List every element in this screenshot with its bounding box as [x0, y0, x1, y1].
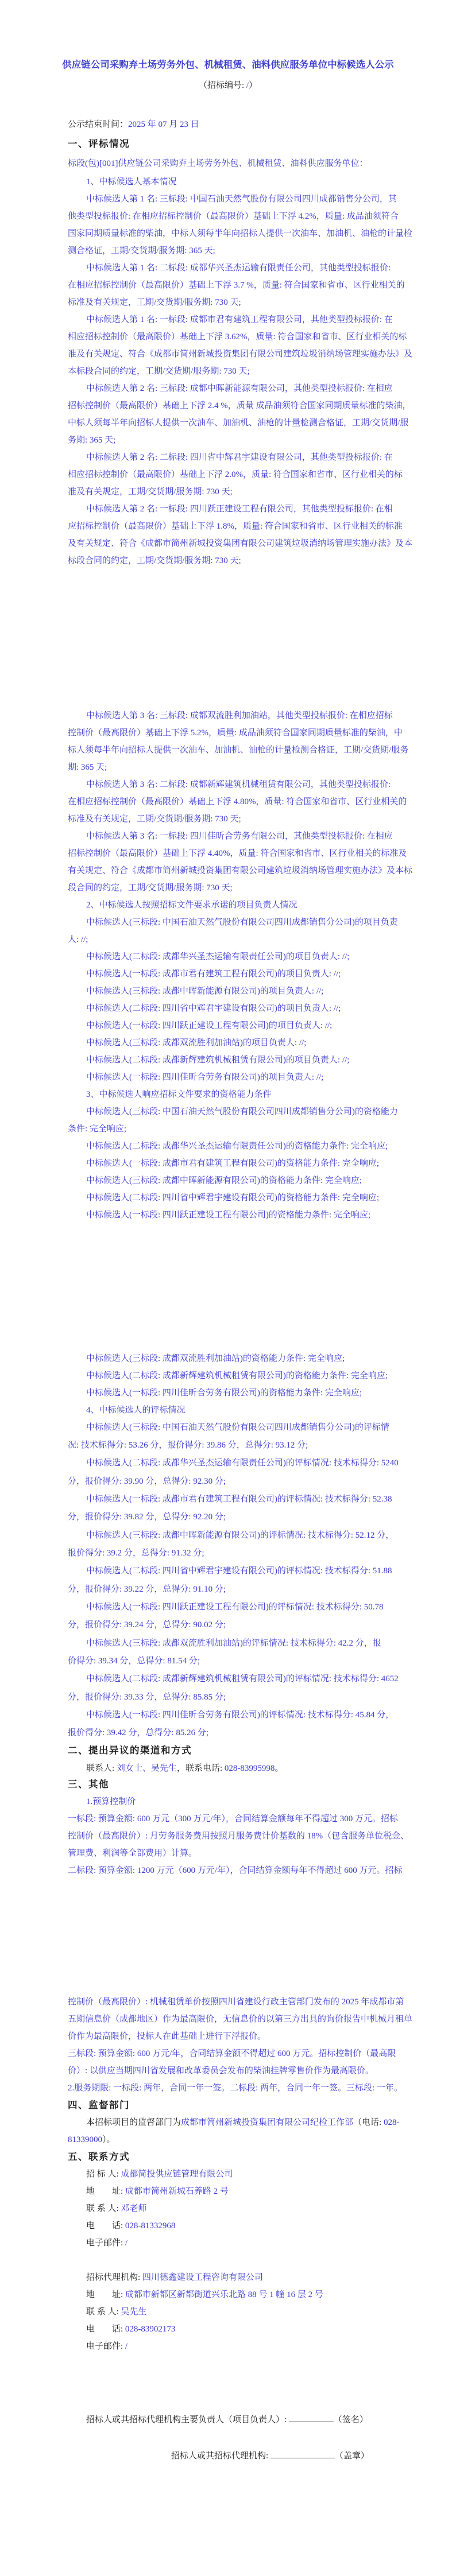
doc-line [68, 210, 399, 223]
doc-line [86, 1421, 389, 1434]
doc-line [86, 193, 397, 205]
text-seg: 价得分: 39.34 分，总得分: 81.54 分; [68, 1656, 200, 1666]
text-seg: 三、其他 [68, 1779, 109, 1790]
text-seg: 1.预算控制价 [86, 1797, 136, 1806]
text-seg: 1、中标候选人基本情况 [86, 177, 177, 187]
doc-line [68, 331, 407, 343]
text-seg: 准及有关规定，工期/交货期/服务期: 730 天; [68, 487, 233, 496]
doc-line [86, 1565, 392, 1577]
doc-line [86, 1105, 398, 1118]
text-seg: 地 址: [86, 2187, 125, 2196]
text-seg: 招 标 人: [86, 2170, 121, 2179]
text-seg: 2025 年 07 月 23 日 [128, 120, 199, 129]
text-seg: 中标候选人(二标段: 成都华兴圣杰运输有限责任公司)的项目负责人: //; [86, 952, 350, 961]
text-seg: 段合同的约定，工期/交货期/服务期: 730 天; [68, 883, 233, 893]
text-seg: 中标候选人(一标段: 四川佳昕合劳务有限公司)的资格能力条件: 完全响应; [86, 1388, 362, 1398]
doc-line [68, 882, 233, 894]
doc-line [86, 1387, 362, 1399]
text-seg: 分，报价得分: 39.22 分，总得分: 91.10 分; [68, 1585, 226, 1594]
text-seg: 条件: 完全响应; [68, 1124, 127, 1134]
text-seg: 二、提出异议的渠道和方式 [68, 1745, 192, 1756]
tenderer-contact-line [86, 2202, 146, 2215]
section-1-heading [68, 138, 130, 150]
text-seg: 电 话: [86, 2325, 125, 2334]
text-seg: （电话: [353, 2118, 384, 2127]
doc-line [68, 933, 88, 946]
text-seg: 中标候选人(三标段: 成都双流胜利加油站)的项目负责人: //; [86, 1038, 307, 1048]
text-seg: 成都市简州新城投资集团有限公司纪检工作部 [181, 2118, 354, 2127]
text-seg: （招标编号: [198, 81, 246, 90]
tender-number-line [0, 79, 456, 92]
tenderer-address-line [86, 2185, 229, 2198]
text-seg: 中标候选人(二标段: 四川省中辉君宇建设有限公司)的资格能力条件: 完全响应; [86, 1193, 379, 1202]
agency-contact-line [86, 2306, 146, 2318]
text-seg: 成都简投供应链管理有限公司 [121, 2170, 233, 2179]
doc-line [86, 1709, 394, 1721]
text-seg: 标段合同的约定，工期/交货期/服务期: 730 天; [68, 556, 241, 565]
doc-line [86, 451, 393, 464]
budget-control-heading [86, 1795, 136, 1808]
supervision-line-2 [68, 2133, 115, 2146]
text-seg: ）。 [102, 2135, 115, 2144]
tenderer-email-line [86, 2237, 127, 2249]
doc-line [86, 709, 393, 722]
signature-line [86, 2414, 368, 2426]
text-seg: 电子邮件: [86, 2239, 125, 2248]
doc-line [68, 245, 215, 257]
doc-line [68, 1619, 226, 1631]
text-seg: 地 址: [86, 2290, 125, 2299]
text-seg: 成都市新都区新都街道兴乐北路 88 号 1 幢 16 层 2 号 [125, 2290, 323, 2299]
text-seg: 相应招标控制价（最高限价）基础上下浮 3.62%，质量: 符合国家和省市、区行业相关的标 [68, 332, 407, 342]
text-seg: 管理费、利润等全部费用）计算。 [68, 1849, 198, 1858]
doc-line [86, 778, 391, 791]
doc-line [68, 537, 412, 550]
doc-line [86, 830, 393, 843]
text-seg: （盖章） [334, 2451, 369, 2461]
text-seg: / [125, 2342, 128, 2351]
text-seg: 国家同期质量标准的柴油，中标人须每半年向招标人提供一次油车、加油机、油枪的计量检 [68, 229, 413, 238]
text-seg: 分，报价得分: 39.33 分，总得分: 85.85 分; [68, 1693, 226, 1702]
document-title [0, 59, 456, 71]
text-seg: 供应链公司采购弃土场劳务外包、机械租赁、油料供应服务单位中标候选人公示 [62, 59, 394, 70]
text-seg: 中标候选人(三标段: 成都中晖新能源有限公司)的项目负责人: //; [86, 987, 324, 996]
doc-line [86, 968, 341, 980]
tenderer-phone-line [86, 2220, 175, 2232]
text-seg: （签名） [333, 2415, 368, 2424]
text-seg: 报价得分: 39.2 分，总得分: 91.32 分; [68, 1549, 204, 1558]
text-seg: 二标段: 预算金额: 1200 万元（600 万元/年），合同结算金额每年不得超过 600 万元。招标 [68, 1866, 403, 1875]
doc-line [68, 1547, 204, 1559]
doc-line [68, 2047, 396, 2060]
subsection-2-heading [86, 899, 297, 911]
text-seg: 中标候选人(三标段: 中国石油天然气股份有限公司四川成都销售分公司)的评标情 [86, 1423, 389, 1432]
text-seg: 三标段: 预算金额: 600 万元/年，合同结算金额不得超过 600 万元。招标控制价（最高限 [68, 2049, 396, 2058]
text-seg: 3、中标候选人响应招标文件要求的资格能力条件 [86, 1090, 272, 1099]
doc-line [68, 1655, 200, 1667]
text-seg: 中标候选人第 2 名: 二标段: 四川省中辉君宇建设有限公司，其他类型投标报价: 在 [86, 453, 393, 462]
text-seg: 招标人或其招标代理机构: [171, 2451, 270, 2461]
objection-contact-line [86, 1762, 283, 1775]
text-seg: 控制价（最高限价）基础上下浮 5.2%，质量: 成品油须符合国家同期质量标准的柴油，中 [68, 728, 403, 738]
text-seg: 相应招标控制价（最高限价）基础上下浮 2.0%，质量: 符合国家和省市、区行业相关的标 [68, 470, 403, 479]
text-seg: 务期: 365 天; [68, 436, 116, 445]
text-seg: 四川德鑫建设工程咨询有限公司 [142, 2273, 263, 2282]
text-seg: 及有关规定、符合《成都市简州新城投资集团有限公司建筑垃圾消纳场管理实施办法》及本 [68, 539, 413, 548]
text-seg: 中标候选人(三标段: 中国石油天然气股份有限公司四川成都销售分公司)的项目负责 [86, 918, 398, 927]
doc-line [86, 916, 398, 929]
text-seg: 中标候选人(二标段: 成都华兴圣杰运输有限责任公司)的资格能力条件: 完全响应; [86, 1142, 388, 1151]
doc-line [68, 1583, 226, 1596]
publicity-end-time [68, 118, 199, 131]
text-seg: 期: 365 天; [68, 763, 107, 772]
text-seg: 本标段合同的约定，工期/交货期/服务期: 730 天; [68, 367, 250, 376]
doc-line [86, 1370, 388, 1382]
text-seg: 报价得分: 39.42 分，总得分: 85.26 分; [68, 1728, 209, 1737]
doc-line [86, 313, 393, 326]
text-seg: 人: //; [68, 935, 88, 944]
doc-line [68, 2030, 266, 2043]
text-seg: 他类型投标报价: 在相应招标控制价（最高限价）基础上下浮 4.2%，质量: 成品油须符合 [68, 212, 399, 221]
text-seg: 中标候选人(二标段: 四川省中辉君宇建设有限公司)的评标情况: 技术标得分: 51.88 [86, 1566, 392, 1576]
text-seg: 电 话: [86, 2221, 125, 2230]
text-seg: 中标候选人(二标段: 成都华兴圣杰运输有限责任公司)的评标情况: 技术标得分: 5240 [86, 1458, 399, 1468]
agency-address-line [86, 2288, 323, 2301]
doc-line [68, 727, 403, 739]
service-period-line [68, 2082, 403, 2094]
text-seg: 中标候选人第 3 名: 一标段: 四川佳昕合劳务有限公司，其他类型投标报价: 在相应 [86, 832, 393, 841]
text-seg: 4、中标候选人的评标情况 [86, 1406, 186, 1415]
doc-line [86, 1071, 323, 1084]
section-5-heading [68, 2151, 130, 2163]
doc-line [86, 1637, 381, 1650]
doc-line [68, 434, 115, 447]
text-seg: 中标候选人第 1 名: 二标段: 成都华兴圣杰运输有限责任公司，其他类型投标报价: [86, 263, 391, 273]
text-seg: 028- [383, 2118, 400, 2127]
doc-line [68, 1691, 226, 1704]
section-4-heading [68, 2099, 130, 2112]
text-seg: 控制价（最高限价）: 月劳务服务费用按照月服务费计价基数的 18%（包含服务单位税金、 [68, 1832, 409, 1841]
text-seg: / [246, 81, 249, 90]
agency-email-line [86, 2340, 127, 2353]
text-seg: 招标人或其招标代理机构主要负责人（项目负责人）: [86, 2415, 289, 2424]
doc-line [86, 1529, 394, 1542]
text-seg: 81339000 [68, 2135, 102, 2144]
doc-line [68, 1475, 226, 1488]
text-seg: 中标候选人(三标段: 成都双流胜利加油站)的资格能力条件: 完全响应; [86, 1354, 345, 1363]
text-seg: 标人须每半年向招标人提供一次油车、加油机、油枪的计量检测合格证，工期/交货期/服务 [68, 746, 409, 755]
text-seg: 招标控制价（最高限价）基础上下浮 2.4 %，质量 成品油须符合国家同期质量标准的柴油， [68, 401, 411, 410]
text-seg: 中标候选人(三标段: 成都中晖新能源有限公司)的资格能力条件: 完全响应; [86, 1176, 362, 1185]
text-seg: 2.服务期限: 一标段: 两年，合同一年一签。二标段: 两年，合同一年一签。三标段: 一年。 [68, 2084, 403, 2093]
text-seg: ） [249, 81, 258, 90]
doc-line [86, 1002, 341, 1015]
doc-line [86, 1192, 379, 1204]
supervision-line-1 [86, 2116, 399, 2129]
text-seg: 中标候选人(三标段: 成都双流胜利加油站)的评标情况: 技术标得分: 42.2 分，报 [86, 1639, 381, 1648]
doc-line [86, 1140, 388, 1153]
doc-line [68, 1123, 126, 1135]
text-seg: 中标候选人(一标段: 四川佳昕合劳务有限公司)的项目负责人: //; [86, 1073, 324, 1082]
subsection-3-heading [86, 1088, 272, 1101]
text-seg: 中标候选人(一标段: 成都市君有建筑工程有限公司)的资格能力条件: 完全响应; [86, 1159, 379, 1168]
blank-fill-underline [289, 2414, 334, 2422]
text-seg: 中标候选人(一标段: 四川跃正建设工程有限公司)的资格能力条件: 完全响应; [86, 1211, 370, 1220]
doc-line [86, 951, 349, 963]
text-seg: 中标候选人第 3 名: 三标段: 成都双流胜利加油站，其他类型投标报价: 在相应招标 [86, 711, 393, 720]
text-seg: 一标段: 预算金额: 600 万元（300 万元/年），合同结算金额每年不得超过 300 万元。招标 [68, 1814, 399, 1824]
doc-line [68, 554, 241, 567]
doc-line [68, 761, 107, 774]
text-seg: 中标候选人(一标段: 成都市君有建筑工程有限公司)的评标情况: 技术标得分: 52.38 [86, 1495, 392, 1504]
text-seg: 招标控制价（最高限价）基础上下浮 4.40%，质量: 符合国家和省市、区行业相关的标准及 [68, 849, 407, 858]
text-seg: 在相应招标控制价（最高限价）基础上下浮 3.7 %，质量: 符合国家和省市、区行业相关的 [68, 281, 405, 290]
text-seg: 标段(包)[001]供应链公司采购弃土场劳务外包、机械租赁、油料供应服务单位： [68, 159, 368, 168]
text-seg: 联 系 人: [86, 2307, 121, 2317]
text-seg: 一、评标情况 [68, 139, 130, 149]
text-seg: 028-83995998 [224, 1764, 275, 1773]
subsection-1-heading [86, 176, 177, 188]
doc-line [68, 365, 250, 378]
doc-line [86, 503, 393, 515]
text-seg: 中标人须每半年向招标人提供一次油车、加油机、油枪的计量检测合格证，工期/交货期/服 [68, 418, 409, 428]
doc-line [86, 1019, 332, 1032]
text-seg: ，联系电话: [176, 1764, 225, 1773]
doc-line [86, 1037, 306, 1049]
doc-line [68, 1439, 308, 1452]
text-seg: 有关规定、符合《成都市简州新城投资集团有限公司建筑垃圾消纳场管理实施办法》及本标 [68, 866, 413, 875]
text-seg: 况: 技术标得分: 53.26 分，报价得分: 39.86 分，总得分: 93.12 分; [68, 1441, 308, 1450]
doc-line [68, 279, 405, 292]
text-seg: 中标候选人(一标段: 成都市君有建筑工程有限公司)的项目负责人: //; [86, 969, 341, 979]
subsection-4-heading [86, 1404, 186, 1417]
doc-line [86, 1457, 399, 1469]
text-seg: 中标候选人(二标段: 成都新辉建筑机械租赁有限公司)的资格能力条件: 完全响应; [86, 1371, 388, 1380]
text-seg: 吴先生 [121, 2307, 147, 2317]
text-seg: / [125, 2239, 128, 2248]
doc-line [68, 1511, 226, 1523]
doc-line [68, 296, 241, 309]
text-seg: 本招标项目的监督部门为 [86, 2118, 181, 2127]
doc-line [68, 1813, 398, 1825]
text-seg: 成都市简州新城石养路 2 号 [125, 2187, 229, 2196]
text-seg: 028-83902173 [125, 2325, 176, 2334]
text-seg: 中标候选人第 1 名: 一标段: 成都市君有建筑工程有限公司，其他类型投标报价: 在 [86, 315, 393, 324]
doc-line [68, 399, 411, 412]
doc-line [68, 468, 403, 481]
text-seg: 中标候选人(一标段: 四川佳昕合劳务有限公司)的评标情况: 技术标得分: 45.84 分， [86, 1710, 395, 1720]
doc-line [68, 847, 407, 860]
doc-line [68, 813, 241, 825]
doc-line [86, 1054, 349, 1066]
doc-line [68, 1830, 409, 1842]
text-seg: 公示结束时间： [68, 120, 129, 129]
text-seg: 控制价（最高限价）: 机械租赁单价按照四川省建设行政主管部门发布的 2025 年成都市第 [68, 1997, 404, 2007]
text-seg: 028-81332968 [125, 2221, 176, 2230]
agency-phone-line [86, 2323, 175, 2336]
text-seg: 价）: 以供应当期四川省发展和改革委员会发布的柴油挂牌零售价作为最高限价。 [68, 2066, 374, 2075]
lot-001-line [68, 157, 368, 170]
doc-line [86, 1673, 399, 1685]
doc-line [86, 1601, 384, 1613]
text-seg: 。 [275, 1764, 284, 1773]
doc-line [86, 1157, 379, 1170]
text-seg: 中标候选人第 2 名: 三标段: 成都中晖新能源有限公司，其他类型投标报价: 在相应 [86, 384, 393, 393]
text-seg: 应招标控制价（最高限价）基础上下浮 1.8%，质量: 符合国家和省市、区行业相关的标准 [68, 522, 403, 531]
text-seg: 2、中标候选人按照招标文件要求承诺的项目负责人情况 [86, 901, 297, 910]
text-seg: 准及有关规定、符合《成都市简州新城投资集团有限公司建筑垃圾消纳场管理实施办法》及 [68, 350, 413, 359]
doc-line [86, 1493, 392, 1506]
text-seg: 中标候选人(二标段: 成都新辉建筑机械租赁有限公司)的评标情况: 技术标得分: 4652 [86, 1674, 399, 1683]
text-seg: 五期信息价（成都地区）作为最高限价，无信息价的以第三方出具的询价报告中机械月租单 [68, 2015, 413, 2024]
doc-line [86, 262, 391, 274]
text-seg: 分，报价得分: 39.24 分，总得分: 90.02 分; [68, 1620, 226, 1630]
text-seg: 四、监督部门 [68, 2100, 130, 2111]
doc-line [68, 864, 412, 877]
text-seg: 标准及有关规定，工期/交货期/服务期: 730 天; [68, 814, 241, 824]
doc-line [68, 2013, 412, 2026]
text-seg: 联 系 人: [86, 2204, 121, 2213]
doc-line [68, 2065, 374, 2077]
text-seg: 中标候选人(一标段: 四川跃正建设工程有限公司)的项目负责人: //; [86, 1021, 333, 1030]
doc-line [68, 1864, 403, 1877]
doc-line [86, 1209, 370, 1221]
doc-line [68, 744, 408, 756]
text-seg: 五、联系方式 [68, 2152, 130, 2162]
agency-name-line [86, 2271, 263, 2284]
doc-line [68, 520, 403, 533]
text-seg: 价作为最高限价，投标人在此基础上进行下浮报价。 [68, 2032, 266, 2041]
text-seg: 测合格证，工期/交货期/服务期: 365 天; [68, 246, 215, 255]
text-seg: 电子邮件: [86, 2342, 125, 2351]
doc-line [68, 486, 233, 498]
doc-line [68, 1727, 208, 1739]
text-seg: 分，报价得分: 39.90 分，总得分: 92.30 分; [68, 1477, 226, 1486]
doc-line [86, 382, 393, 395]
text-seg: 中标候选人(二标段: 四川省中辉君宇建设有限公司)的项目负责人: //; [86, 1004, 341, 1013]
text-seg: 标准及有关规定，工期/交货期/服务期: 730 天; [68, 298, 241, 307]
text-seg: 刘女士、吴先生 [116, 1764, 177, 1773]
doc-line [68, 1847, 197, 1860]
doc-line [68, 796, 407, 808]
text-seg: 邓老师 [121, 2204, 147, 2213]
seal-line [171, 2450, 369, 2462]
text-seg: 分，报价得分: 39.82 分，总得分: 92.20 分; [68, 1512, 226, 1522]
section-3-heading [68, 1778, 109, 1791]
text-seg: 中标候选人第 2 名: 一标段: 四川跃正建设工程有限公司，其他类型投标报价: 在相 [86, 505, 393, 514]
text-seg: 中标候选人(一标段: 四川跃正建设工程有限公司)的评标情况: 技术标得分: 50.78 [86, 1603, 384, 1612]
doc-line [68, 348, 412, 360]
text-seg: 中标候选人第 1 名: 三标段: 中国石油天然气股份有限公司四川成都销售分公司，其 [86, 195, 397, 204]
tenderer-name-line [86, 2168, 233, 2181]
section-2-heading [68, 1744, 192, 1757]
doc-line [68, 227, 412, 240]
text-seg: 招标代理机构: [86, 2273, 142, 2282]
doc-line [86, 1174, 362, 1187]
doc-line [86, 1352, 345, 1365]
doc-line [68, 417, 408, 429]
text-seg: 中标候选人(三标段: 成都中晖新能源有限公司)的评标情况: 技术标得分: 52.12 分， [86, 1531, 395, 1540]
text-seg: 中标候选人(二标段: 成都新辉建筑机械租赁有限公司)的项目负责人: //; [86, 1056, 350, 1065]
blank-fill-underline [270, 2450, 335, 2458]
text-seg: 中标候选人(三标段: 中国石油天然气股份有限公司四川成都销售分公司)的资格能力 [86, 1107, 398, 1116]
text-seg: 联系人: [86, 1764, 117, 1773]
doc-line [68, 1996, 404, 2008]
text-seg: 中标候选人第 3 名: 二标段: 成都新辉建筑机械租赁有限公司，其他类型投标报价: [86, 780, 391, 789]
text-seg: 在相应招标控制价（最高限价）基础上下浮 4.80%，质量: 符合国家和省市、区行业相关的 [68, 797, 407, 806]
doc-line [86, 985, 323, 998]
